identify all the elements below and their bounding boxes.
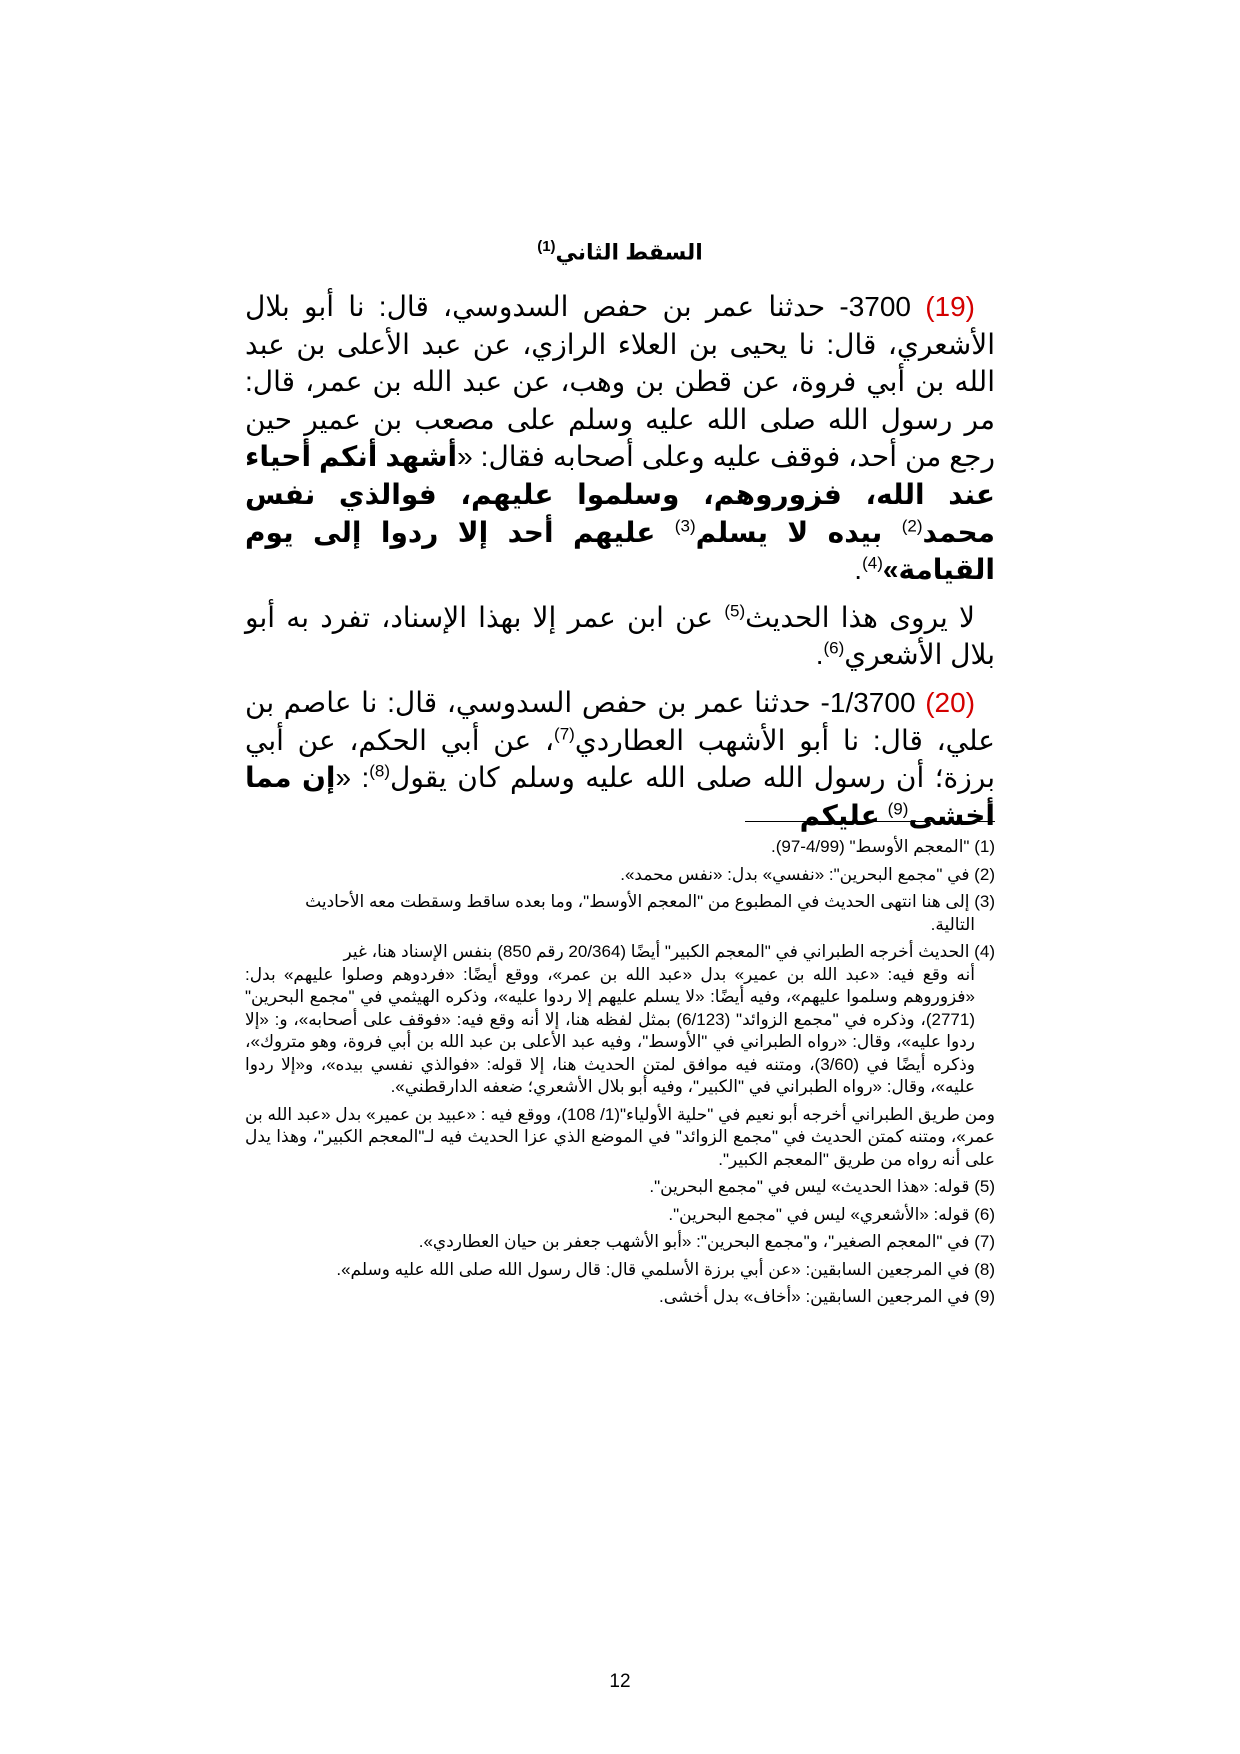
footnote-text-continued: التالية. [930, 914, 975, 934]
commentary-paragraph [245, 599, 995, 674]
heading-footnote-ref: (1) [537, 238, 556, 255]
footnote-ref-6: (6) [823, 639, 845, 659]
footnote-ref-7: (7) [554, 724, 575, 744]
hadith-paragraph-20 [245, 684, 995, 834]
footnote-text: (4) الحديث أخرجه الطبراني في "المعجم الكبير" أيضًا (20/364 رقم 850) بنفس الإسناد هنا، غير [343, 942, 995, 961]
paragraph-text: : « [335, 762, 370, 794]
paragraph-text: عن ابن عمر إلا بهذا الإسناد، تفرد به أبو بلال الأشعري [245, 601, 995, 671]
footnote-text-continued: أنه وقع فيه: «عبد الله بن عمير» بدل «عبد الله بن عمر»، ووقع أيضًا: «فردوهم وصلوا عليهم» بدل: «فزوروهم وسلموا عليهم»، وفيه أيضًا: «لا يسلم عليهم إلا ردوا عليه»، وذكره الهيثمي في "مجمع البحرين" (2771)، وذكره في "مجمع الزوائد" (6/123) بمثل لفظه هنا، إلا أنه وقع فيه: «فوقف على أصحابه»، و: «إلا ردوا عليه»، وقال: «رواه الطبراني في "الأوسط"، وفيه عبد الأعلى بن عبد الله بن أبي فروة، وهو متروك»، وذكره أيضًا في (3/60)، ومتنه فيه موافق لمتن الحديث هنا، إلا قوله: «فوالذي نفسي بيده»، و«إلا ردوا عليه»، وقال: «رواه الطبراني في "الكبير"، وفيه أبو بلال الأشعري؛ ضعفه الدارقطني». [245, 964, 975, 1096]
paragraph-text: 3700- حدثنا عمر بن حفص السدوسي، قال: نا أبو بلال الأشعري، قال: نا يحيى بن العلاء الرازي، عن عبد الأعلى بن عبد الله بن أبي فروة، عن قطن بن وهب، عن عبد الله بن عمر، قال: مر رسول الله صلى الله عليه وسلم على مصعب بن عمير حين رجع من أحد، فوقف عليه وعلى أصحابه فقال: « [245, 291, 995, 473]
footnote-8: (8) في المرجعين السابقين: «عن أبي برزة الأسلمي قال: قال رسول الله صلى الله عليه وسلم». [336, 1259, 995, 1279]
period: . [854, 554, 863, 586]
heading-text: السقط الثاني [555, 239, 703, 265]
period: . [815, 639, 824, 671]
page-number: 12 [609, 1671, 631, 1692]
footnote-1: (1) "المعجم الأوسط" (4/99-97). [770, 837, 995, 856]
footnote-ref-9: (9) [887, 799, 909, 819]
footnote-7: (7) في "المعجم الصغير"، و"مجمع البحرين": «أبو الأشهب جعفر بن حيان العطاردي». [418, 1232, 995, 1251]
footnote-ref-5: (5) [724, 601, 746, 621]
section-heading [0, 238, 1240, 265]
footnote-ref-4: (4) [862, 553, 883, 573]
quote-close: » [882, 554, 899, 586]
footnote-separator [745, 821, 995, 822]
hadith-quote-bold: أشهد أنكم أحياء عند الله، فزوروهم، وسلموا عليهم، فوالذي نفس محمد [245, 441, 995, 548]
footnote-ref-3: (3) [674, 516, 696, 536]
footnotes-section [245, 836, 995, 1314]
hadith-number: (19) [925, 291, 975, 322]
hadith-number: (20) [925, 686, 976, 718]
footnote-ref-8: (8) [369, 761, 391, 781]
footnote-5: (5) قوله: «هذا الحديث» ليس في "مجمع البحرين". [649, 1177, 995, 1196]
hadith-quote-bold: بيده لا يسلم [695, 516, 902, 548]
footnote-4 [245, 941, 995, 1099]
hadith-quote-bold: عليهم أحد إلا ردوا إلى يوم القيامة [245, 516, 995, 586]
footnote-3 [245, 891, 995, 936]
hadith-quote-bold: إن مما أخشى [245, 762, 995, 831]
paragraph-text: لا يروى هذا الحديث [745, 601, 975, 633]
paragraph-text: ، عن أبي الحكم، عن أبي برزة؛ أن رسول الله صلى الله عليه وسلم كان يقول [245, 724, 995, 794]
hadith-paragraph-19 [245, 288, 995, 589]
hadith-quote-bold: عليكم [799, 799, 888, 831]
footnote-4-continuation: ومن طريق الطبراني أخرجه أبو نعيم في "حلية الأولياء"(1/ 108)، ووقع فيه : «عبيد بن عمير» بدل «عبد الله بن عمر»، ومتنه كمتن الحديث في "مجمع الزوائد" في الموضع الذي عزا الحديث فيه لـ"المعجم الكبير"، وهذا يدل على أنه رواه من طريق "المعجم الكبير". [245, 1104, 995, 1169]
footnote-ref-2: (2) [901, 516, 923, 536]
footnote-6: (6) قوله: «الأشعري» ليس في "مجمع البحرين". [668, 1204, 995, 1224]
footnote-2: (2) في "مجمع البحرين": «نفسي» بدل: «نفس محمد». [620, 864, 995, 884]
footnote-9: (9) في المرجعين السابقين: «أخاف» بدل أخشى. [659, 1287, 995, 1306]
main-text [245, 288, 995, 844]
paragraph-text: 1/3700- حدثنا عمر بن حفص السدوسي، قال: نا عاصم بن علي، قال: نا أبو الأشهب العطاردي [245, 686, 995, 756]
footnote-text: (3) إلى هنا انتهى الحديث في المطبوع من "المعجم الأوسط"، وما بعده ساقط وسقطت معه الأحاديث [305, 892, 995, 911]
